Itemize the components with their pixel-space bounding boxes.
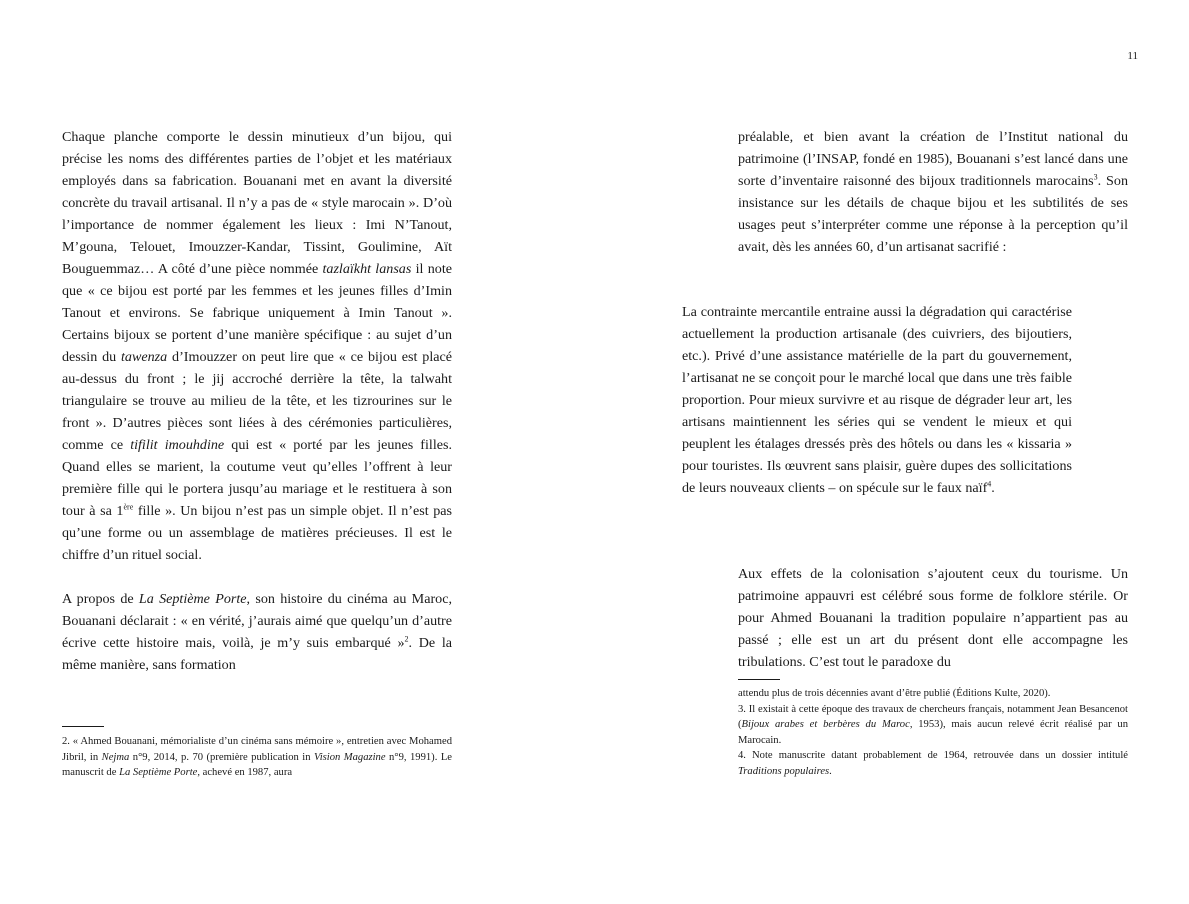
right-paragraph-2: Aux effets de la colonisation s’ajoutent ceux du tourisme. Un patrimoine appauvri est célébré sous forme de folklore stérile. Or pour Ahmed Bouanani la tradition populaire n’appartient pas au passé ; elle est un art du présent dont elle accompagne les tribulations. C’est tout le paradoxe du [738, 566, 1128, 670]
footnote-4: 4. Note manuscrite datant probablement de 1964, retrouvée dans un dossier intitulé Traditions populaires. [738, 750, 1128, 777]
footnote-rule-left [62, 726, 104, 727]
block-quote: La contrainte mercantile entraine aussi la dégradation qui caractérise actuellement la production artisanale (des cuivriers, des bijoutiers, etc.). Privé d’une assistance matérielle de la part du gouvernement, l’artisanat ne se conçoit pour le marché local que dans une très faible proportion. Pour mieux survivre et au risque de dégrader leur art, les artisans maintiennent les séries qui se vendent le mieux et qui peuplent les étalages dressés près des hôtels ou dans les « kissaria » pour touristes. Ils œuvrent sans plaisir, guère dupes des sollicitations de leurs nouveaux clients – on spécule sur le faux naïf$^4$. [682, 304, 1072, 496]
footnote-2-continued: attendu plus de trois décennies avant d’être publié (Éditions Kulte, 2020). [738, 688, 1051, 699]
right-footnotes [738, 686, 1128, 779]
right-paragraph-1: préalable, et bien avant la création de l’Institut national du patrimoine (l’INSAP, fondé en 1985), Bouanani s’est lancé dans une sorte d’inventaire raisonné des bijoux traditionnels marocains$^3$. Son insistance sur les détails de chaque bijou et les subtilités de ses usages peut s’interpréter comme une réponse à la perception qu’il avait, dès les années 60, d’un artisanat sacrifié : [738, 129, 1128, 255]
left-footnotes [62, 734, 452, 781]
footnote-ref-4: 4 [987, 479, 992, 489]
footnote-ref-3: 3 [1093, 172, 1098, 182]
footnote-ref-2: 2 [404, 634, 409, 644]
footnote-rule-right [738, 679, 780, 680]
footnote-3: 3. Il existait à cette époque des travaux de chercheurs français, notamment Jean Besancenot (Bijoux arabes et berbères du Maroc, 1953), mais aucun relevé écrit réalisé par un Marocain. [738, 703, 1129, 746]
footnote-2: 2. « Ahmed Bouanani, mémorialiste d’un cinéma sans mémoire », entretien avec Mohamed Jibril, in Nejma n°9, 2014, p. 70 (première publication in Vision Magazine n°9, 1991). Le manuscrit de La Septième Porte, achevé en 1987, aura [62, 736, 452, 778]
left-paragraph-1: Chaque planche comporte le dessin minutieux d’un bijou, qui précise les noms des différentes parties de l’objet et les matériaux employés dans sa fabrication. Bouanani met en avant la diversité concrète du travail artisanal. Il n’y a pas de « style marocain ». D’où l’importance de nommer également les lieux : Imi N’Tanout, M’gouna, Telouet, Imouzzer-Kandar, Tissint, Goulimine, Aït Bouguemmaz… A côté d’une pièce nommée tazlaïkht lansas il note que « ce bijou est porté par les femmes et les jeunes filles d’Imin Tanout et environs. Se fabrique uniquement à Imin Tanout ». Certains bijoux se portent d’une manière spécifique : au sujet d’un dessin du tawenza d’Imouzzer on peut lire que « ce bijou est placé au-dessus du front ; le jij accroché derrière la tête, la talwaht triangulaire se trouve au milieu de la tête, et les tizrourines sur le front ». D’autres pièces sont liées à des cérémonies particulières, comme ce tifilit imouhdine qui est « porté par les jeunes filles. Quand elles se marient, la coutume veut qu’elles l’offrent à leur première fille qui le portera jusqu’au mariage et le restituera à son tour à sa 1ère fille ». Un bijou n’est pas un simple objet. Il n’est pas qu’une forme ou un assemblage de matières précieuses. Il est le chiffre d’un rituel social. [62, 129, 453, 563]
left-paragraph-2: A propos de La Septième Porte, son histoire du cinéma au Maroc, Bouanani déclarait : « en vérité, j’aurais aimé que quelqu’un d’autre écrive cette histoire mais, voilà, je m’y suis embarqué »$^2$. De la même manière, sans formation [62, 591, 452, 673]
page-number: 11 [1127, 50, 1138, 62]
left-column [62, 126, 452, 676]
